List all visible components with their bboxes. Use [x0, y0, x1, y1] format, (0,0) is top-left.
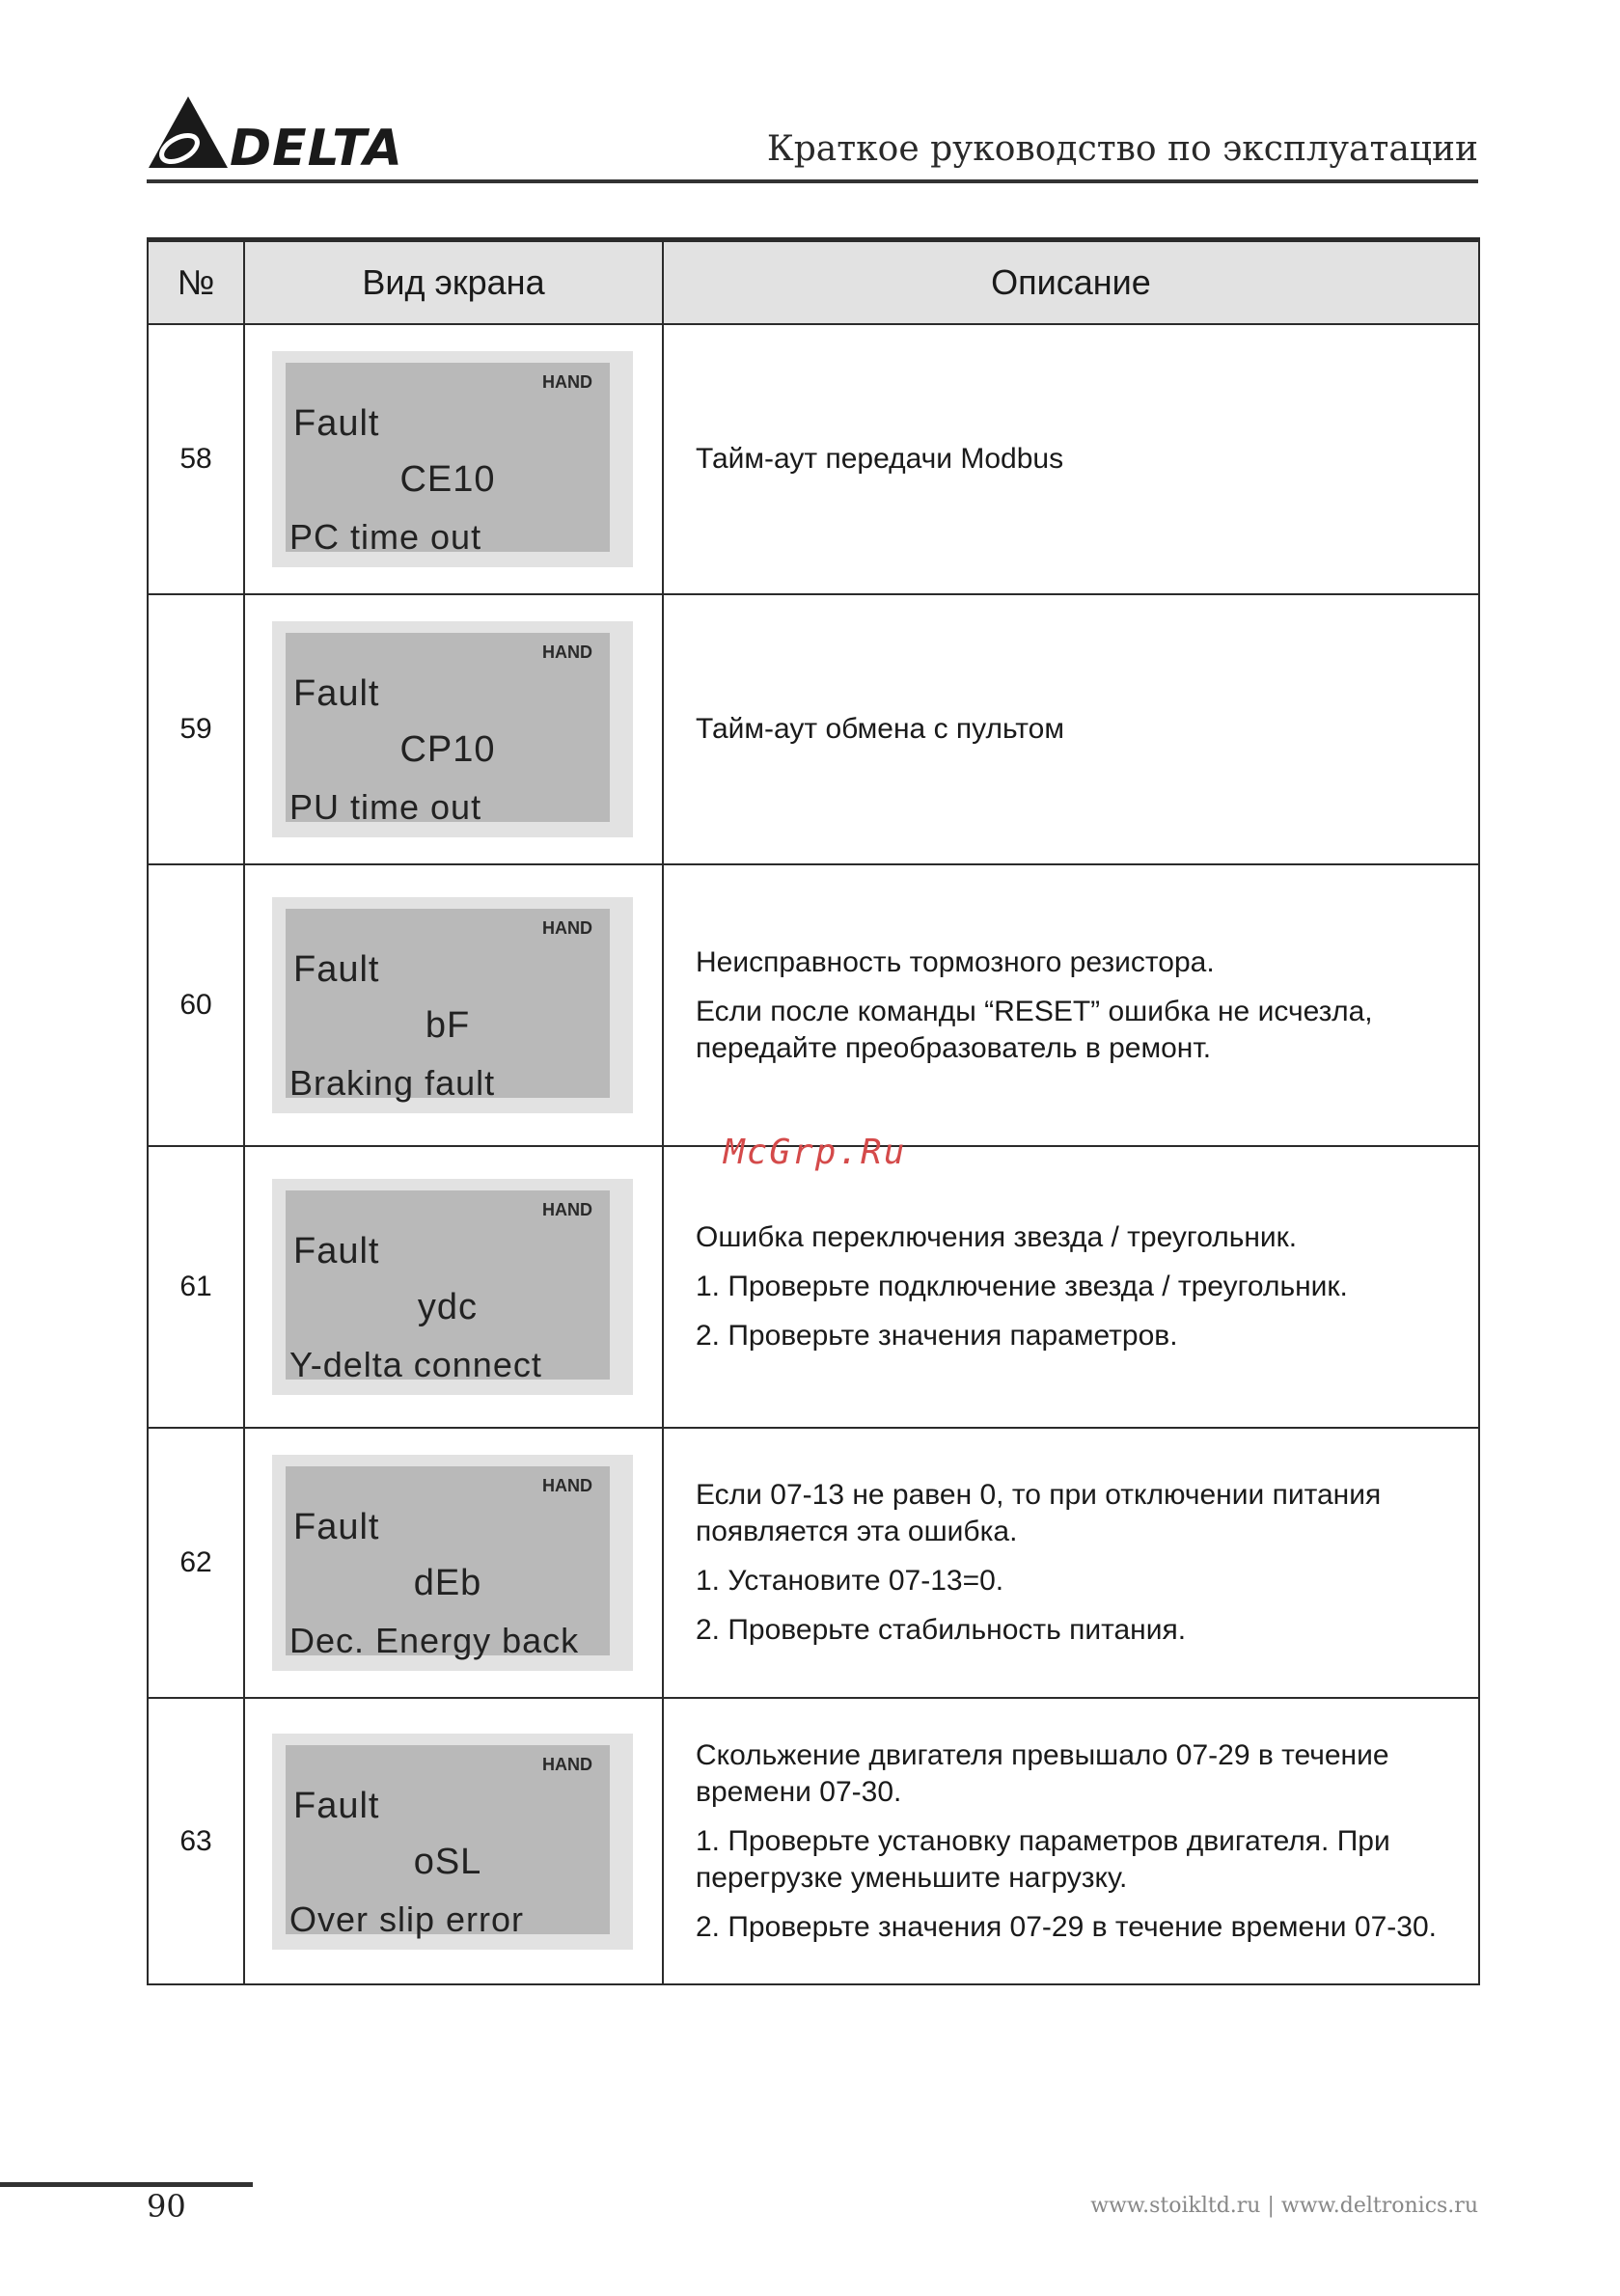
row-number: 62: [148, 1428, 244, 1698]
delta-logo: [147, 93, 403, 178]
lcd-display: [272, 897, 633, 1113]
description-text: Если после команды “RESET” ошибка не исчезла, передайте преобразователь в ремонт.: [696, 995, 1373, 1064]
screen-cell: [244, 1146, 663, 1428]
lcd-fault-code: CE10: [399, 459, 496, 500]
lcd-screen: [286, 633, 610, 827]
lcd-fault-code: ydc: [417, 1287, 479, 1327]
row-number: 58: [148, 324, 244, 594]
lcd-fault-code: CP10: [399, 729, 496, 770]
description-text: 2. Проверьте стабильность питания.: [696, 1614, 1187, 1646]
header-divider: [147, 179, 1478, 183]
lcd-line-1: Fault: [293, 1785, 380, 1826]
lcd-mode-indicator: HAND: [542, 1200, 592, 1219]
row-number: 61: [148, 1146, 244, 1428]
description-text: 2. Проверьте значения параметров.: [696, 1320, 1178, 1352]
row-number: 63: [148, 1698, 244, 1984]
description-text: 1. Проверьте подключение звезда / треугольник.: [696, 1271, 1348, 1302]
lcd-fault-code: oSL: [413, 1841, 482, 1882]
description-cell: [663, 1428, 1479, 1698]
lcd-screen: [286, 909, 610, 1103]
table-row: [148, 864, 1479, 1146]
table-row: [148, 1146, 1479, 1428]
lcd-line-3: PU time out: [289, 787, 482, 827]
lcd-mode-indicator: HAND: [542, 642, 592, 662]
lcd-fault-code: bF: [425, 1005, 471, 1046]
fault-codes-table: [147, 237, 1478, 1985]
column-header-number: №: [148, 240, 244, 325]
lcd-screen: [286, 363, 610, 557]
description-cell: [663, 864, 1479, 1146]
lcd-display: [272, 1455, 633, 1671]
screen-cell: [244, 864, 663, 1146]
document-title: Краткое руководство по эксплуатации: [766, 129, 1478, 169]
lcd-display: [272, 351, 633, 567]
table-row: [148, 1698, 1479, 1984]
lcd-line-1: Fault: [293, 1231, 380, 1271]
screen-cell: [244, 324, 663, 594]
watermark: McGrp.Ru: [724, 1133, 907, 1172]
lcd-mode-indicator: HAND: [542, 372, 592, 392]
screen-cell: [244, 1698, 663, 1984]
screen-cell: [244, 1428, 663, 1698]
lcd-line-3: PC time out: [289, 517, 482, 557]
logo-text: DELTA: [230, 120, 403, 178]
description-text: 1. Установите 07-13=0.: [696, 1565, 1004, 1597]
description-text: Тайм-аут обмена с пультом: [696, 713, 1064, 745]
lcd-mode-indicator: HAND: [542, 918, 592, 938]
lcd-display: [272, 621, 633, 837]
lcd-mode-indicator: HAND: [542, 1476, 592, 1495]
delta-triangle-icon: [147, 93, 230, 172]
lcd-line-1: Fault: [293, 949, 380, 990]
lcd-line-3: Dec. Energy back: [289, 1621, 580, 1660]
row-number: 60: [148, 864, 244, 1146]
lcd-line-3: Over slip error: [289, 1899, 525, 1939]
lcd-line-1: Fault: [293, 673, 380, 714]
description-text: Неисправность тормозного резистора.: [696, 945, 1215, 978]
table-row: [148, 594, 1479, 864]
column-header-description: Описание: [663, 240, 1479, 325]
description-text: Ошибка переключения звезда / треугольник.: [696, 1221, 1298, 1253]
lcd-line-3: Y-delta connect: [289, 1345, 542, 1384]
lcd-display: [272, 1179, 633, 1395]
lcd-mode-indicator: HAND: [542, 1754, 592, 1774]
row-number: 59: [148, 594, 244, 864]
description-cell: [663, 1698, 1479, 1984]
table-row: [148, 1428, 1479, 1698]
page-header: [147, 93, 1478, 185]
description-cell: [663, 594, 1479, 864]
column-header-screen: Вид экрана: [244, 240, 663, 325]
lcd-fault-code: dEb: [413, 1563, 482, 1603]
table-header-row: [148, 240, 1479, 325]
page-number: 90: [147, 2188, 186, 2225]
description-text: Скольжение двигателя превышало 07-29 в течение времени 07-30.: [696, 1738, 1389, 1808]
description-cell: [663, 1146, 1479, 1428]
table-row: [148, 324, 1479, 594]
lcd-screen: [286, 1466, 610, 1660]
description-cell: [663, 324, 1479, 594]
description-text: 2. Проверьте значения 07-29 в течение времени 07-30.: [696, 1910, 1437, 1943]
description-text: 1. Проверьте установку параметров двигателя. При перегрузке уменьшите нагрузку.: [696, 1824, 1390, 1894]
description-text: Если 07-13 не равен 0, то при отключении питания появляется эта ошибка.: [696, 1479, 1382, 1547]
footer-divider: [0, 2182, 253, 2187]
lcd-screen: [286, 1745, 610, 1939]
lcd-line-3: Braking fault: [289, 1063, 496, 1103]
lcd-line-1: Fault: [293, 403, 380, 444]
screen-cell: [244, 594, 663, 864]
lcd-line-1: Fault: [293, 1507, 380, 1547]
lcd-screen: [286, 1190, 610, 1384]
lcd-display: [272, 1734, 633, 1950]
description-text: Тайм-аут передачи Modbus: [696, 443, 1064, 475]
footer-websites: www.stoikltd.ru | www.deltronics.ru: [1090, 2194, 1478, 2218]
